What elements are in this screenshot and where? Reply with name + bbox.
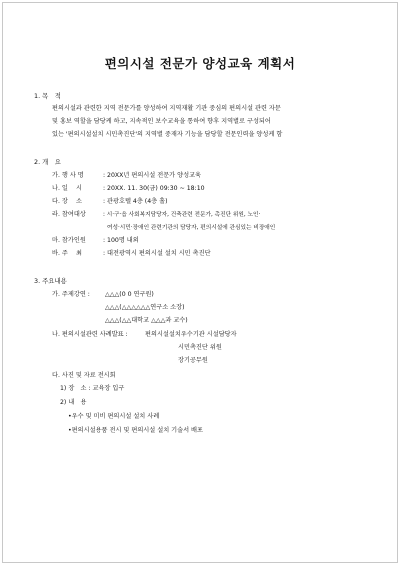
- cases-presenter: 편의시설설치우수기관 시설담당자: [145, 331, 237, 338]
- cases-label: 나. 편의시설관련 사례발표 :: [52, 331, 128, 338]
- exhibit-item-text: 편의시설용품 전시 및 편의시설 설치 기술서 배포: [71, 427, 203, 434]
- section-heading-contents: 3. 주요내용: [34, 277, 67, 285]
- exhibit-place: 1) 장 소 : 교육장 입구: [60, 385, 125, 392]
- section-heading-overview: 2. 개 요: [34, 158, 61, 166]
- overview-label: 라. 참여대상: [52, 211, 86, 218]
- overview-value: 여성·시민·장애인 관련기관의 담당자, 편의시설에 관심있는 비장애인: [107, 225, 276, 231]
- keynote-speaker: △△△(0 0 연구원): [105, 291, 154, 298]
- overview-label: 나. 일 시: [52, 185, 83, 192]
- overview-value: : 20XX. 11. 30(금) 09:30 ~ 18:10: [103, 185, 205, 192]
- overview-label: 바. 주 최: [52, 250, 83, 257]
- overview-label: 다. 장 소: [52, 198, 83, 205]
- overview-value: : 시·구·읍 사회복지담당자, 건축관련 전문가, 촉진단 위원, 노인·: [103, 212, 261, 218]
- bullet-icon: •: [68, 427, 72, 434]
- cases-presenter: 시민촉진단 위원: [178, 344, 222, 351]
- keynote-label: 가. 주제강연 :: [52, 291, 90, 298]
- overview-label: 마. 참가인원: [52, 237, 86, 244]
- overview-value: : 100명 내외: [103, 237, 139, 244]
- cases-presenter: 장기공무원: [178, 357, 208, 364]
- purpose-line: 있는 '편의시설설치 시민촉진단'의 지역별 중재자 기능을 담당할 전문인력을 양성케 함: [52, 131, 283, 138]
- exhibit-content-heading: 2) 내 용: [60, 399, 87, 406]
- purpose-line: 및 홍보 역할을 담당케 하고, 지속적인 보수교육을 통하여 향후 지역별로 구성되어: [52, 118, 271, 125]
- bullet-icon: •: [68, 413, 72, 420]
- keynote-speaker: △△△(△△대학교 △△△과 교수): [105, 317, 188, 324]
- overview-value: : 대전광역시 편의시설 설치 시민 촉진단: [103, 250, 211, 257]
- exhibit-heading: 다. 사진 및 자료 전시회: [52, 372, 116, 379]
- exhibit-item: [68, 427, 203, 435]
- document-title: 편의시설 전문가 양성교육 계획서: [104, 56, 296, 71]
- exhibit-item-text: 우수 및 미비 편의시설 설치 사례: [71, 413, 160, 420]
- overview-value: : 20XX년 편의시설 전문가 양성교육: [103, 172, 202, 179]
- overview-label: 가. 행 사 명: [52, 172, 84, 179]
- purpose-line: 편의시설과 관련한 지역 전문가를 양성하여 지역재활 기관 중심의 편의시설 관련 자문: [52, 105, 281, 112]
- keynote-speaker: △△△(△△△△△△연구소 소장): [105, 304, 185, 311]
- exhibit-item: [68, 413, 159, 421]
- overview-value: : 관광호텔 4층 (4층 홀): [103, 198, 168, 205]
- section-heading-purpose: 1. 목 적: [34, 92, 61, 100]
